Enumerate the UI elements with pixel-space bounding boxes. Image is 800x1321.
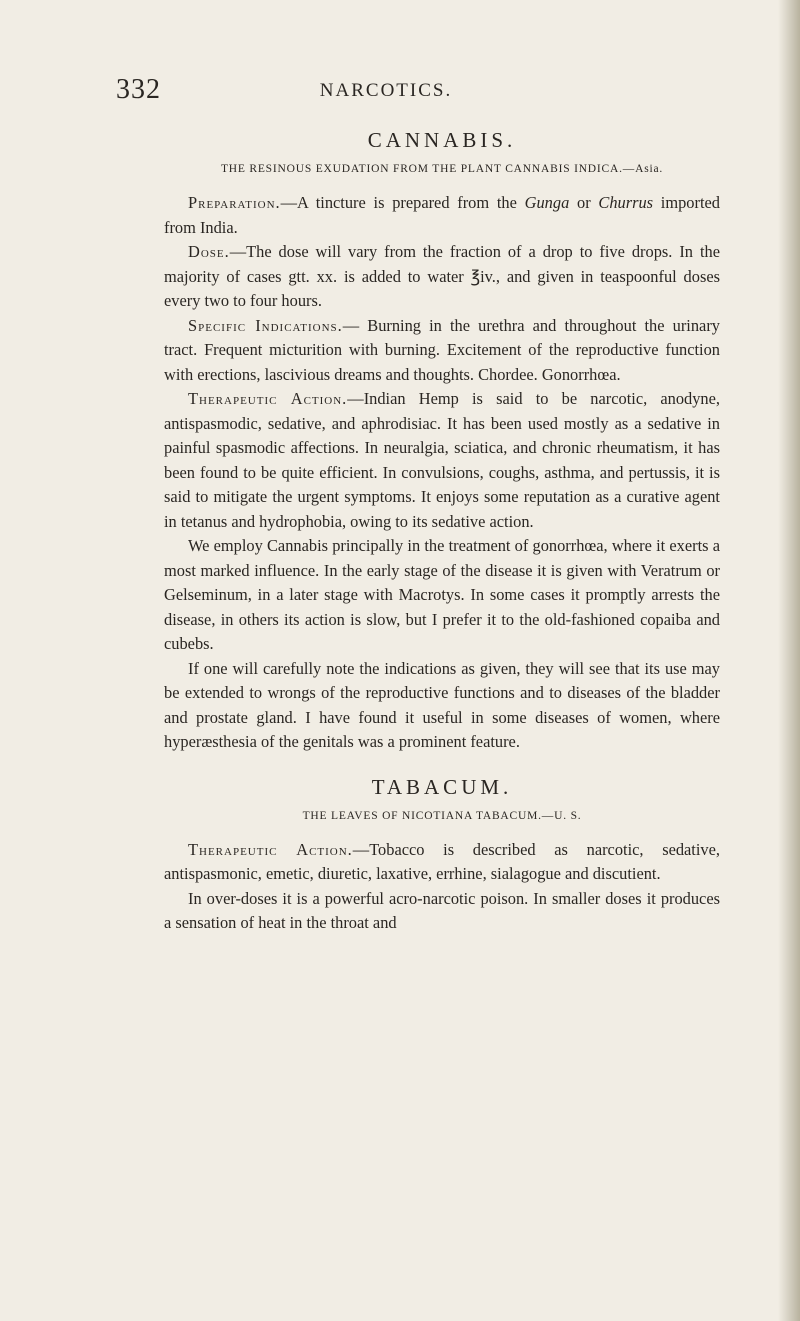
- label-specific-indications: Specific Indications.: [188, 315, 343, 335]
- paragraph-overdose: In over-doses it is a powerful acro-narcotic poison. In smaller doses it produces a sensation of heat in the throat and: [164, 888, 720, 932]
- term-gunga: Gunga: [524, 193, 570, 212]
- page-edge-shadow: [778, 0, 800, 1321]
- running-head: [116, 74, 736, 108]
- page-number: 332: [116, 74, 161, 105]
- running-title: NARCOTICS.: [319, 80, 453, 101]
- term-churrus: Churrus: [598, 193, 654, 212]
- label-therapeutic-action: Therapeutic Action.: [188, 389, 348, 408]
- page-content: [164, 128, 720, 936]
- section-title-tabacum: TABACUM.: [371, 774, 513, 799]
- paragraph-indications-note: If one will carefully note the indications as given, they will see that its use may be extended to wrongs of the reproductive functions and to diseases of the bladder and prostate gland. I have found it useful in some diseases of women, where hyperæsthesia of the genitals was a prominent feature.: [164, 658, 720, 751]
- section-subtitle-cannabis: THE RESINOUS EXUDATION FROM THE PLANT CANNABIS INDICA.—Asia.: [220, 163, 664, 175]
- paragraph-dose: Dose.—The dose will vary from the fraction of a drop to five drops. In the majority of cases gtt. xx. is added to water ℥iv., and given in teaspoonful doses every two to four hours.: [164, 242, 720, 310]
- label-preparation: Preparation.: [188, 193, 281, 212]
- paragraph-tabacum-action: Therapeutic Action.—Tobacco is described as narcotic, sedative, antispasmonic, emetic, diuretic, laxative, errhine, sialagogue and discutient.: [164, 839, 720, 883]
- paragraph-preparation: Preparation.—A tincture is prepared from the Gunga or Churrus imported from India.: [164, 193, 720, 237]
- section-title-cannabis: CANNABIS.: [367, 128, 517, 152]
- label-dose: Dose.: [188, 242, 230, 261]
- paragraph-specific-indications: Specific Indications.— Burning in the urethra and throughout the urinary tract. Frequent micturition with burning. Excitement of the reproductive function with erections, lascivious dreams and thoughts. Chordee. Gonorrhœa.: [164, 315, 720, 384]
- label-tabacum-action: Therapeutic Action.: [188, 839, 353, 859]
- paragraph-employ: We employ Cannabis principally in the treatment of gonorrhœa, where it exerts a most marked influence. In the early stage of the disease it is given with Veratrum or Gelseminum, in a later stage with Macrotys. In some cases it promptly arrests the disease, in others its action is slow, but I prefer it to the old-fashioned copaiba and cubebs.: [164, 536, 720, 653]
- section-subtitle-tabacum: THE LEAVES OF NICOTIANA TABACUM.—U. S.: [302, 809, 582, 822]
- paragraph-therapeutic-action: Therapeutic Action.—Indian Hemp is said to be narcotic, anodyne, antispasmodic, sedative, and aphrodisiac. It has been used mostly as a sedative in painful spasmodic affections. In neuralgia, sciatica, and chronic rheumatism, it has been found to be quite efficient. In convulsions, coughs, asthma, and pertussis, it is said to mitigate the urgent symptoms. It enjoys some reputation as a curative agent in tetanus and hydrophobia, owing to its sedative action.: [164, 389, 721, 531]
